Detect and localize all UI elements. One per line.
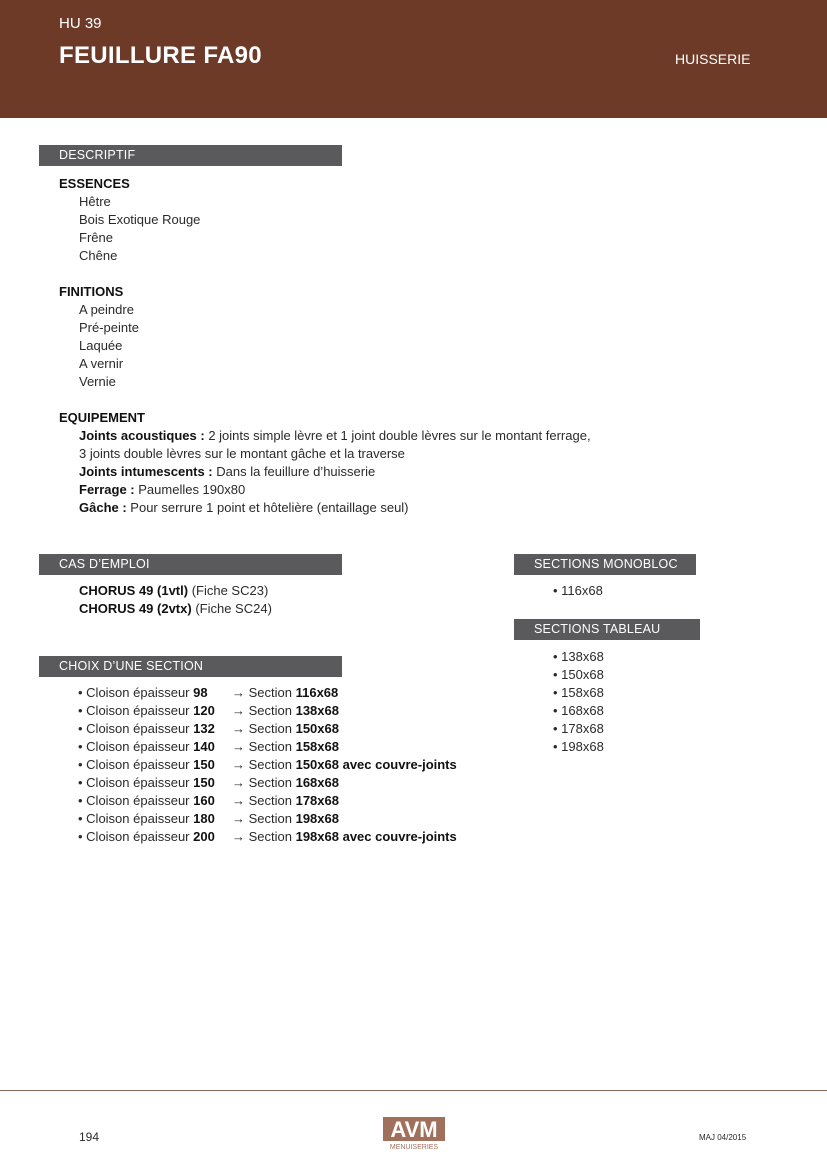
table-row <box>78 702 457 720</box>
row-prefix: • Cloison épaisseur <box>78 739 194 754</box>
choix-section-bar: CHOIX D’UNE SECTION <box>39 656 342 677</box>
row-arrow: → Section <box>232 757 296 772</box>
row-section: 198x68 avec couvre-joints <box>295 829 457 844</box>
row-arrow: → Section <box>232 775 296 790</box>
row-section: 150x68 avec couvre-joints <box>295 757 457 772</box>
essence-item: Chêne <box>79 248 118 263</box>
equipement-text: 3 joints double lèvres sur le montant gâche et la traverse <box>79 446 405 461</box>
list-item: • 116x68 <box>553 583 603 598</box>
essence-item: Frêne <box>79 230 113 245</box>
list-item: • 198x68 <box>553 739 604 754</box>
equipement-line <box>59 499 591 517</box>
list-item: • 138x68 <box>553 649 604 664</box>
finitions-section <box>59 283 139 391</box>
equipement-heading: EQUIPEMENT <box>59 410 145 425</box>
finition-item: Pré-peinte <box>79 320 139 335</box>
list-item: • 178x68 <box>553 721 604 736</box>
cas-emploi-name: CHORUS 49 (2vtx) <box>79 601 192 616</box>
table-row <box>78 810 457 828</box>
row-arrow: → Section <box>232 811 296 826</box>
row-arrow: → Section <box>232 685 296 700</box>
equipement-text: Paumelles 190x80 <box>134 482 246 497</box>
row-thickness: 132 <box>193 721 215 736</box>
row-section: 178x68 <box>295 793 339 808</box>
equipement-line <box>59 445 591 463</box>
table-row <box>78 756 457 774</box>
equipement-line <box>59 427 591 445</box>
finition-item: Vernie <box>79 374 116 389</box>
page-number: 194 <box>79 1130 100 1144</box>
page-header <box>0 0 827 118</box>
cas-emploi-bar: CAS D’EMPLOI <box>39 554 342 575</box>
equipement-label: Joints intumescents : <box>79 464 213 479</box>
cas-emploi-item <box>79 582 272 600</box>
row-arrow: → Section <box>232 829 296 844</box>
row-section: 150x68 <box>295 721 339 736</box>
monobloc-list <box>553 582 603 600</box>
descriptif-bar: DESCRIPTIF <box>39 145 342 166</box>
finition-item: Laquée <box>79 338 123 353</box>
row-prefix: • Cloison épaisseur <box>78 757 194 772</box>
row-arrow: → Section <box>232 721 296 736</box>
logo-caption-text: MENUISERIES <box>389 1144 439 1151</box>
table-row <box>78 792 457 810</box>
row-section: 116x68 <box>295 685 339 700</box>
finition-item: A vernir <box>79 356 124 371</box>
tableau-list <box>553 648 604 756</box>
logo-mark-text: AVM <box>390 1117 438 1142</box>
row-thickness: 140 <box>193 739 215 754</box>
equipement-label: Gâche : <box>79 500 127 515</box>
list-item: • 150x68 <box>553 667 604 682</box>
equipement-text: Dans la feuillure d’huisserie <box>212 464 376 479</box>
row-thickness: 150 <box>193 775 215 790</box>
equipement-label: Ferrage : <box>79 482 135 497</box>
monobloc-bar: SECTIONS MONOBLOC <box>514 554 696 575</box>
row-prefix: • Cloison épaisseur <box>78 721 194 736</box>
row-thickness: 120 <box>193 703 215 718</box>
row-thickness: 150 <box>193 757 215 772</box>
row-prefix: • Cloison épaisseur <box>78 685 194 700</box>
equipement-line <box>59 463 591 481</box>
cas-emploi-ref: (Fiche SC24) <box>191 601 272 616</box>
row-section: 158x68 <box>295 739 339 754</box>
cas-emploi-name: CHORUS 49 (1vtl) <box>79 583 189 598</box>
row-arrow: → Section <box>232 739 296 754</box>
row-thickness: 200 <box>193 829 215 844</box>
essences-heading: ESSENCES <box>59 176 130 191</box>
product-title: FEUILLURE FA90 <box>59 42 262 69</box>
table-row <box>78 738 457 756</box>
row-arrow: → Section <box>232 703 296 718</box>
essence-item: Bois Exotique Rouge <box>79 212 201 227</box>
equipement-section <box>59 409 591 517</box>
equipement-label: Joints acoustiques : <box>79 428 205 443</box>
row-section: 138x68 <box>295 703 339 718</box>
row-section: 168x68 <box>295 775 339 790</box>
row-arrow: → Section <box>232 793 296 808</box>
cas-emploi-item <box>79 600 272 618</box>
essence-item: Hêtre <box>79 194 111 209</box>
cas-emploi-ref: (Fiche SC23) <box>188 583 269 598</box>
row-prefix: • Cloison épaisseur <box>78 793 194 808</box>
update-date: MAJ 04/2015 <box>699 1133 747 1142</box>
table-row <box>78 684 457 702</box>
equipement-line <box>59 481 591 499</box>
product-code: HU 39 <box>59 15 102 32</box>
footer-divider <box>0 1090 827 1091</box>
equipement-text: 2 joints simple lèvre et 1 joint double lèvres sur le montant ferrage, <box>204 428 591 443</box>
product-category: HUISSERIE <box>675 51 751 67</box>
tableau-bar: SECTIONS TABLEAU <box>514 619 700 640</box>
section-choice-table <box>78 684 457 846</box>
row-prefix: • Cloison épaisseur <box>78 703 194 718</box>
cas-emploi-list <box>79 582 272 618</box>
list-item: • 168x68 <box>553 703 604 718</box>
avm-logo-icon <box>380 1113 448 1151</box>
table-row <box>78 720 457 738</box>
finition-item: A peindre <box>79 302 134 317</box>
row-thickness: 98 <box>193 685 208 700</box>
table-row <box>78 828 457 846</box>
table-row <box>78 774 457 792</box>
row-prefix: • Cloison épaisseur <box>78 811 194 826</box>
row-thickness: 160 <box>193 793 215 808</box>
row-prefix: • Cloison épaisseur <box>78 829 194 844</box>
row-thickness: 180 <box>193 811 215 826</box>
finitions-heading: FINITIONS <box>59 284 124 299</box>
row-section: 198x68 <box>295 811 339 826</box>
essences-section <box>59 175 200 265</box>
row-prefix: • Cloison épaisseur <box>78 775 194 790</box>
list-item: • 158x68 <box>553 685 604 700</box>
equipement-text: Pour serrure 1 point et hôtelière (entaillage seul) <box>126 500 409 515</box>
avm-logo <box>380 1113 448 1154</box>
